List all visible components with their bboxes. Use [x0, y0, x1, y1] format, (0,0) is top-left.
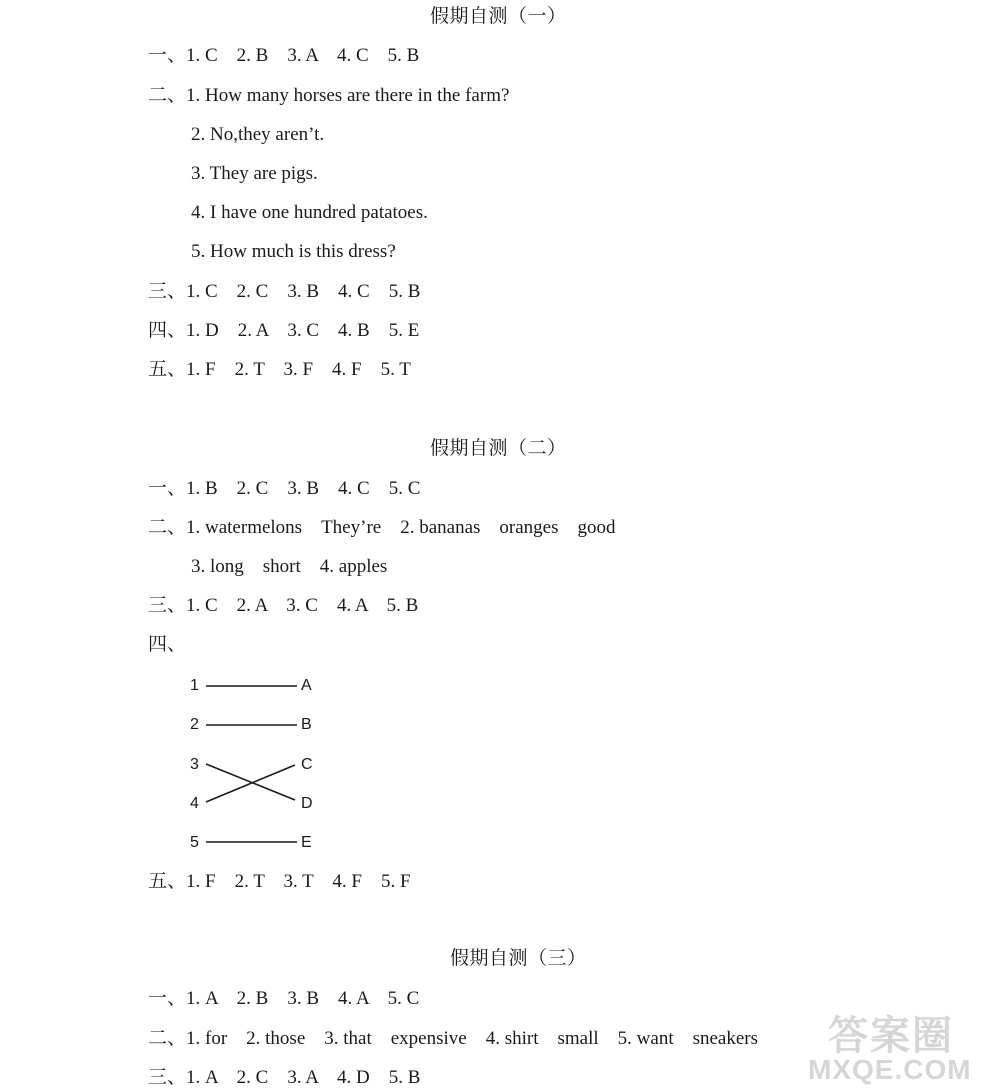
- match-left-3: 3: [190, 756, 199, 773]
- match-right-e: E: [301, 834, 312, 851]
- answer-line: 3. long short 4. apples: [191, 556, 388, 577]
- match-right-c: C: [301, 756, 313, 773]
- answer-line: 二、1. for 2. those 3. that expensive 4. shirt small 5. want sneakers: [148, 1028, 759, 1049]
- answer-line: 3. They are pigs.: [191, 163, 318, 184]
- match-line-4-c: [206, 765, 295, 802]
- answer-line: 一、1. A 2. B 3. B 4. A 5. C: [148, 988, 420, 1009]
- answer-line: 4. I have one hundred patatoes.: [191, 202, 428, 223]
- answer-line: 三、1. C 2. C 3. B 4. C 5. B: [148, 281, 421, 302]
- section-title-1: 假期自测（一）: [430, 6, 567, 27]
- answer-line-label: 四、: [148, 634, 187, 655]
- answer-line: 一、1. C 2. B 3. A 4. C 5. B: [148, 45, 420, 66]
- answer-line: 五、1. F 2. T 3. T 4. F 5. F: [148, 871, 411, 892]
- section-title-3: 假期自测（三）: [450, 948, 587, 969]
- answer-line: 三、1. A 2. C 3. A 4. D 5. B: [148, 1067, 421, 1088]
- match-left-1: 1: [190, 677, 199, 694]
- answer-line: 五、1. F 2. T 3. F 4. F 5. T: [148, 359, 411, 380]
- answer-line: 三、1. C 2. A 3. C 4. A 5. B: [148, 595, 419, 616]
- match-left-4: 4: [190, 795, 199, 812]
- answer-line: 四、1. D 2. A 3. C 4. B 5. E: [148, 320, 420, 341]
- watermark-url: MXQE.COM: [808, 1054, 972, 1085]
- answer-line: 二、1. How many horses are there in the farm?: [148, 85, 510, 106]
- match-right-a: A: [301, 677, 312, 694]
- match-right-d: D: [301, 795, 313, 812]
- answer-line: 5. How much is this dress?: [191, 241, 396, 262]
- answer-line: 2. No,they aren’t.: [191, 124, 325, 145]
- watermark-logo: 答案圈: [828, 1014, 954, 1058]
- answer-line: 一、1. B 2. C 3. B 4. C 5. C: [148, 478, 421, 499]
- match-left-2: 2: [190, 716, 199, 733]
- match-line-3-d: [206, 764, 295, 800]
- match-left-5: 5: [190, 834, 199, 851]
- answer-line: 二、1. watermelons They’re 2. bananas oranges good: [148, 517, 616, 538]
- section-title-2: 假期自测（二）: [430, 438, 567, 459]
- match-right-b: B: [301, 716, 312, 733]
